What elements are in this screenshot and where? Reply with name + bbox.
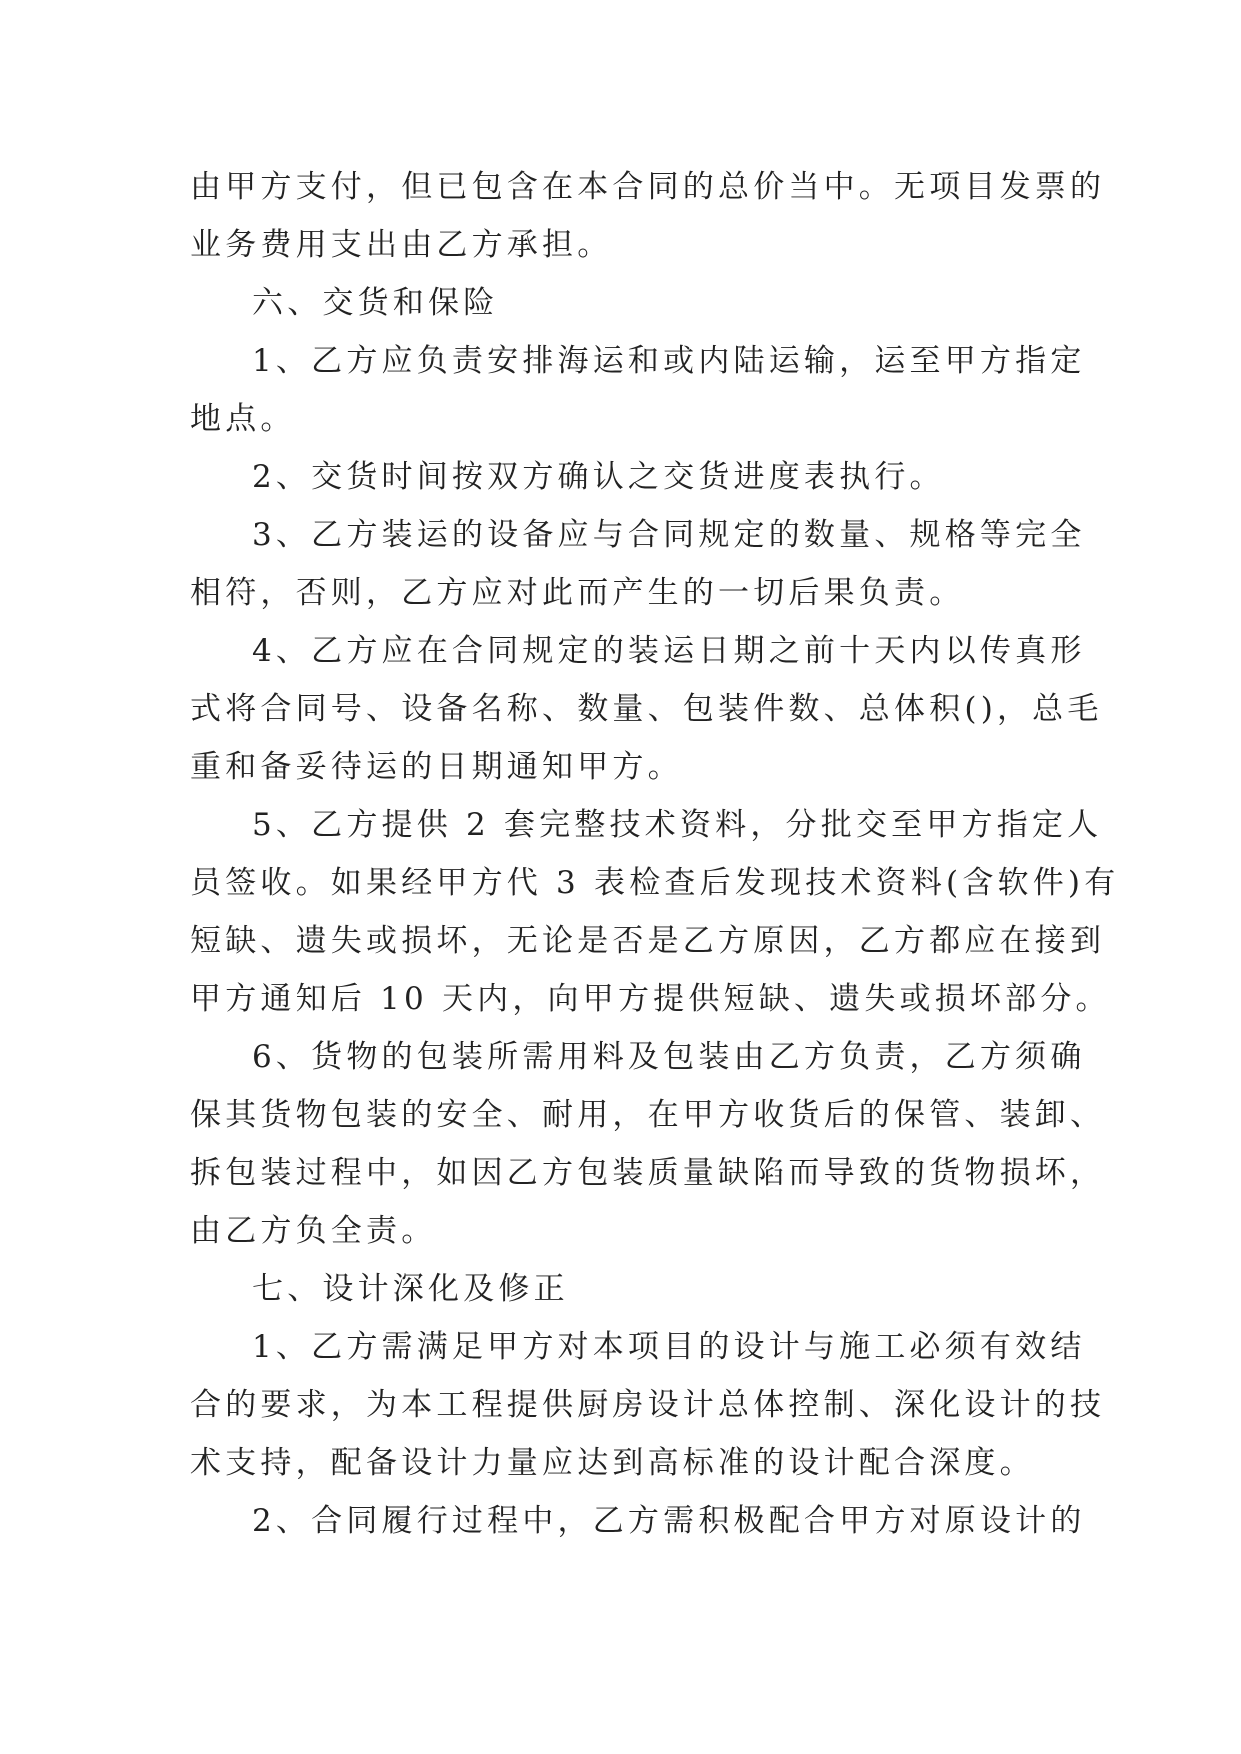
section-heading: 六、交货和保险 [252,285,499,321]
text-line: 4、乙方应在合同规定的装运日期之前十天内以传真形 [252,633,1086,669]
text-line: 1、乙方需满足甲方对本项目的设计与施工必须有效结 [252,1329,1086,1365]
text-line: 6、货物的包装所需用料及包装由乙方负责，乙方须确 [252,1039,1086,1075]
text-line: 地点。 [190,401,296,437]
text-line: 保其货物包装的安全、耐用，在甲方收货后的保管、装卸、 [190,1097,1106,1133]
text-line: 业务费用支出由乙方承担。 [190,227,613,263]
text-line: 术支持，配备设计力量应达到高标准的设计配合深度。 [190,1445,1035,1481]
text-line: 拆包装过程中，如因乙方包装质量缺陷而导致的货物损坏， [190,1155,1106,1191]
text-line: 员签收。如果经甲方代 3 表检查后发现技术资料(含软件)有 [190,865,1120,901]
text-line: 1、乙方应负责安排海运和或内陆运输，运至甲方指定 [252,343,1086,379]
document-body [190,158,1120,1550]
section-heading: 七、设计深化及修正 [252,1271,569,1307]
text-line: 重和备妥待运的日期通知甲方。 [190,749,683,785]
text-line: 3、乙方装运的设备应与合同规定的数量、规格等完全 [252,517,1086,553]
text-line: 相符，否则，乙方应对此而产生的一切后果负责。 [190,575,965,611]
text-line: 由乙方负全责。 [190,1213,437,1249]
text-line: 式将合同号、设备名称、数量、包装件数、总体积()，总毛 [190,691,1103,727]
text-line: 短缺、遗失或损坏，无论是否是乙方原因，乙方都应在接到 [190,923,1106,959]
text-line: 2、合同履行过程中，乙方需积极配合甲方对原设计的 [252,1503,1086,1539]
text-line: 由甲方支付，但已包含在本合同的总价当中。无项目发票的 [190,169,1106,205]
text-line: 5、乙方提供 2 套完整技术资料，分批交至甲方指定人 [252,807,1103,843]
text-line: 合的要求，为本工程提供厨房设计总体控制、深化设计的技 [190,1387,1106,1423]
text-line: 2、交货时间按双方确认之交货进度表执行。 [252,459,945,495]
text-line: 甲方通知后 10 天内，向甲方提供短缺、遗失或损坏部分。 [190,981,1111,1017]
